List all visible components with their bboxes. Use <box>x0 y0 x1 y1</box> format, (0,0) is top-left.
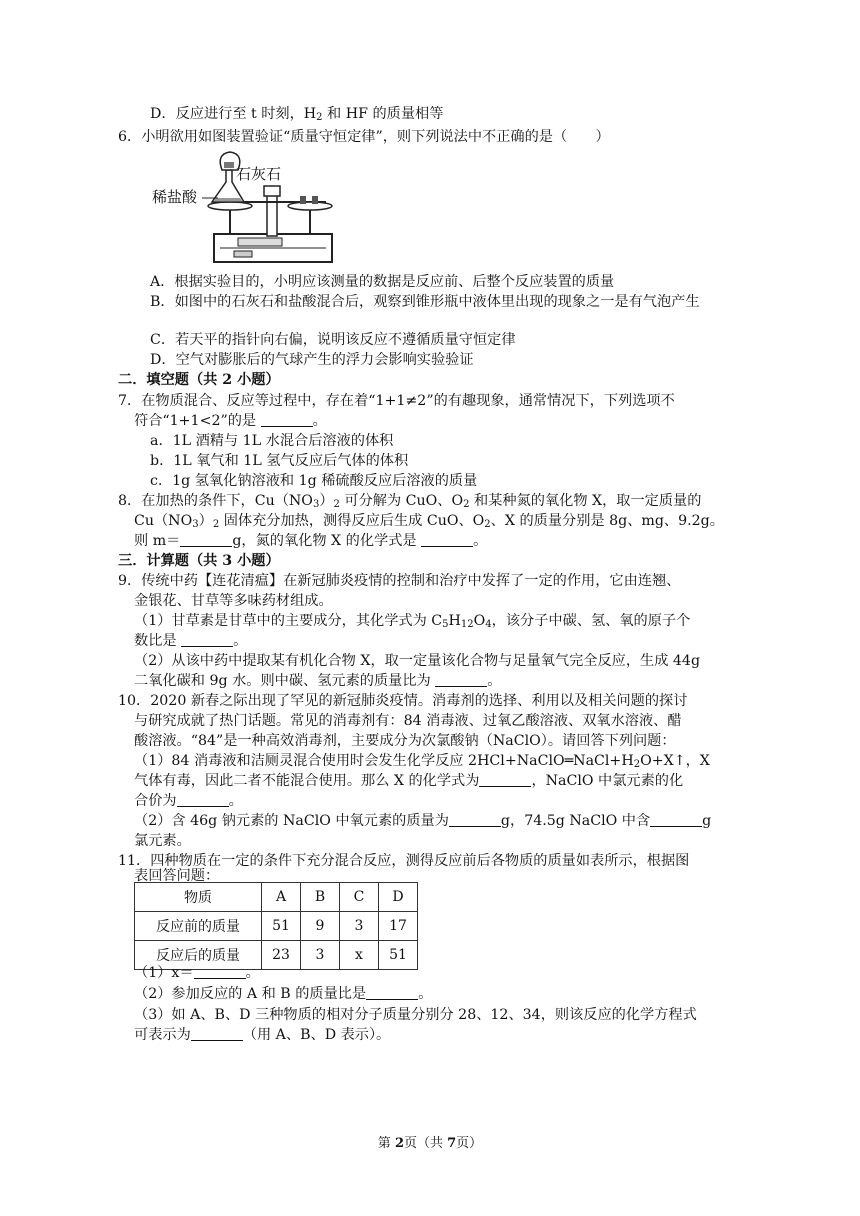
q5-option-d: D．反应进行至 t 时刻，$H_2$ 和 HF 的质量相等 <box>150 106 444 123</box>
q10-sub1-line3: 合价为 。 <box>134 793 243 809</box>
q7-option-a: a．1L 酒精与 1L 水混合后溶液的体积 <box>150 433 394 449</box>
q9-line2: 金银花、甘草等多味药材组成。 <box>134 593 333 609</box>
q9-sub1-line1: （1）甘草素是甘草中的主要成分，其化学式为 $C_5H_{12}O_4$，该分子中碳、氢、氧的原子个 <box>134 613 691 630</box>
q8-line1: 8．在加热的条件下，$Cu(NO_3)_2$ 可分解为 CuO、$O_2$ 和某种氮的氧化物 X，取一定质量的 <box>118 493 702 510</box>
q8-line3: 则 m＝ g，氮的氧化物 X 的化学式是 。 <box>134 533 488 549</box>
q9-sub1-line2: 数比是 。 <box>134 633 248 649</box>
q11-line1: 11．四种物质在一定的条件下充分混合反应，测得反应前后各物质的质量如表所示，根据图 <box>118 853 690 869</box>
q10-sub1-line2: 气体有毒，因此二者不能混合使用。那么 X 的化学式为 ，NaClO 中氯元素的化 <box>134 773 684 789</box>
q11-sub3-line1: （3）如 A、B、D 三种物质的相对分子质量分别分 28、12、34，则该反应的化学方程式 <box>134 1007 697 1023</box>
q7-line2: 符合“1+1<2”的是 。 <box>134 413 327 429</box>
table-cell: A <box>262 883 301 912</box>
table-cell: 17 <box>379 912 418 941</box>
table-cell: 3 <box>340 912 379 941</box>
table-cell: x <box>340 941 379 970</box>
q10-line3: 酸溶液。“84”是一种高效消毒剂，主要成分为次氯酸钠（NaClO）。请回答下列问题： <box>134 733 676 749</box>
table-cell: 3 <box>301 941 340 970</box>
q9-line1: 9．传统中药【连花清瘟】在新冠肺炎疫情的控制和治疗中发挥了一定的作用，它由连翘、 <box>118 573 681 589</box>
q6-option-b: B．如图中的石灰石和盐酸混合后，观察到锥形瓶中液体里出现的现象之一是有气泡产生 <box>150 294 700 310</box>
q9-sub2-line2: 二氧化碳和 9g 水。则中碳、氢元素的质量比为 。 <box>134 673 502 689</box>
q11-sub2: （2）参加反应的 A 和 B 的质量比是 。 <box>134 986 433 1002</box>
table-cell: 物质 <box>135 883 262 912</box>
q9-sub2-line1: （2）从该中药中提取某有机化合物 X，取一定量该化合物与足量氧气完全反应，生成 44g <box>134 653 701 669</box>
q10-sub2-line2: 氯元素。 <box>134 833 191 849</box>
table-cell: B <box>301 883 340 912</box>
figure-label-acid: 稀盐酸 <box>152 188 198 206</box>
q7-option-b: b．1L 氧气和 1L 氢气反应后气体的体积 <box>150 453 409 469</box>
page-footer: 第 2页（共 7页） <box>377 1136 483 1151</box>
table-cell: 反应前的质量 <box>135 912 262 941</box>
q10-sub1-line1: （1）84 消毒液和洁厕灵混合使用时会发生化学反应 $2HCl+NaClO═NaCl+H_2O+X↑$，X <box>134 753 710 770</box>
section-3-heading: 三．计算题（共 3 小题） <box>118 553 280 569</box>
q11-line2: 表回答问题： <box>134 868 220 884</box>
table-cell: 51 <box>262 912 301 941</box>
q6-option-c: C．若天平的指针向右偏，说明该反应不遵循质量守恒定律 <box>150 332 516 348</box>
table-cell: C <box>340 883 379 912</box>
q7-line1: 7．在物质混合、反应等过程中，存在着“1+1≠2”的有趣现象，通常情况下，下列选项不 <box>118 393 675 409</box>
table-cell: 反应后的质量 <box>135 941 262 970</box>
q6-option-a: A．根据实验目的，小明应该测量的数据是反应前、后整个反应装置的质量 <box>150 274 615 290</box>
table-row <box>135 912 418 941</box>
table-header-row <box>135 883 418 912</box>
q6-option-d: D．空气对膨胀后的气球产生的浮力会影响实验验证 <box>150 352 474 368</box>
table-cell: 51 <box>379 941 418 970</box>
mass-table <box>134 882 418 970</box>
q11-sub3-line2: 可表示为 （用 A、B、D 表示）。 <box>134 1027 391 1043</box>
q7-option-c: c．1g 氢氧化钠溶液和 1g 稀硫酸反应后溶液的质量 <box>150 473 478 489</box>
table-cell: 9 <box>301 912 340 941</box>
q11-sub1: （1）x＝ 。 <box>134 965 260 981</box>
q10-line1: 10．2020 新春之际出现了罕见的新冠肺炎疫情。消毒剂的选择、利用以及相关问题的探讨 <box>118 693 688 709</box>
q8-line2: $Cu(NO_3)_2$ 固体充分加热，测得反应后生成 CuO、$O_2$、X 的质量分别是 8g、mg、9.2g。 <box>134 513 724 530</box>
q10-sub2-line1: （2）含 46g 钠元素的 NaClO 中氧元素的质量为 g，74.5g NaClO 中含 g <box>134 813 712 829</box>
table-cell: 23 <box>262 941 301 970</box>
q6-stem: 6．小明欲用如图装置验证“质量守恒定律”，则下列说法中不正确的是（ ） <box>118 129 610 145</box>
section-2-heading: 二．填空题（共 2 小题） <box>118 372 280 388</box>
q10-line2: 与研究成就了热门话题。常见的消毒剂有：84 消毒液、过氧乙酸溶液、双氧水溶液、醋 <box>134 713 682 729</box>
figure-label-stone: 石灰石 <box>236 165 282 183</box>
table-cell: D <box>379 883 418 912</box>
